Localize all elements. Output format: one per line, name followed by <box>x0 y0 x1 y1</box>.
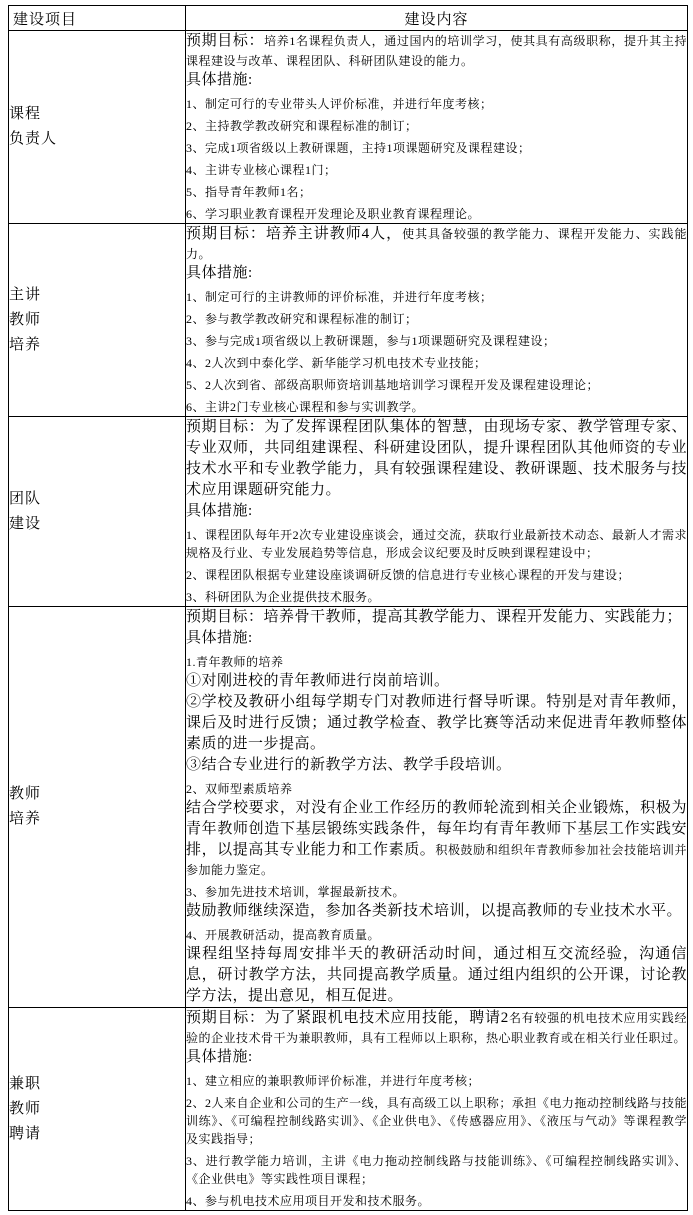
project-name-line: 培养 <box>9 336 42 353</box>
content-paragraph <box>186 628 687 649</box>
text-run-large: 鼓励教师继续深造，参加各类新技术培训，以提高教师的专业技术水平。 <box>186 903 683 919</box>
content-paragraph <box>186 205 687 223</box>
content-paragraph <box>186 224 687 263</box>
text-run-large: 预期目标：培养骨干教师，提高其教学能力、课程开发能力、实践能力； <box>186 609 683 625</box>
project-name-cell <box>9 1008 186 1211</box>
content-paragraph <box>186 1008 687 1047</box>
table-row <box>9 1008 688 1211</box>
text-run-small: 3、参与完成1项省级以上教研课题，参与1项课题研究及课程建设； <box>186 334 556 348</box>
table-row <box>9 417 688 607</box>
text-run-small: 培养1名课程负责人，通过国内的培训学习，使其具有高级职称，提升其主持课程建设与改革、课程团队、科研团队建设的能力。 <box>186 34 687 68</box>
project-name-cell <box>9 224 186 417</box>
content-paragraph <box>186 332 687 350</box>
content-paragraph <box>186 117 687 135</box>
table-header-row <box>9 6 688 31</box>
project-name-line: 课程 <box>9 106 42 122</box>
project-name-line: 负责人 <box>9 131 58 147</box>
text-run-large: ③结合专业进行的新教学方法、教学手段培训。 <box>186 757 512 773</box>
content-cell <box>186 607 688 1008</box>
content-paragraph <box>186 883 687 901</box>
text-run-small: 2、课程团队根据专业建设座谈调研反馈的信息进行专业核心课程的开发与建设； <box>186 568 631 582</box>
text-run-large: 课程组坚持每周安排半天的教研活动时间，通过相互交流经验，沟通信息，研讨教学方法，共同提高教学质量。通过组内组织的公开课，讨论教学方法，提出意见，相互促进。 <box>186 946 687 1004</box>
text-run-large: 具体措施: <box>186 72 253 88</box>
content-paragraph <box>186 671 687 692</box>
column-header-project: 建设项目 <box>9 6 186 31</box>
content-paragraph <box>186 501 687 522</box>
text-run-small: 1、制定可行的专业带头人评价标准，并进行年度考核； <box>186 97 493 111</box>
text-run-small: 6、主讲2门专业核心课程和参与实训教学。 <box>186 400 425 414</box>
project-name-line: 教师 <box>9 311 42 328</box>
text-run-small: 2、双师型素质培养 <box>186 782 293 796</box>
content-cell <box>186 1008 688 1211</box>
content-paragraph <box>186 526 687 562</box>
content-paragraph <box>186 139 687 157</box>
content-paragraph <box>186 31 687 70</box>
text-run-small: 3、进行教学能力培训，主讲《电力拖动控制线路与技能训练》、《可编程控制线路实训》、《企业供电》等实践性项目课程； <box>186 1154 687 1186</box>
content-paragraph <box>186 161 687 179</box>
text-run-small: 4、2人次到中泰化学、新华能学习机电技术专业技能； <box>186 356 487 370</box>
content-cell <box>186 31 688 224</box>
content-paragraph <box>186 417 687 501</box>
content-paragraph <box>186 1072 687 1090</box>
text-run-large: 结合学校要求，对没有企业工作经历的教师轮流到相关企业锻炼，积极为青年教师创造下基层锻练实践条件，每年均有青年教师下基层工作实践安排，以提高其专业能力和工作素质。 <box>186 800 687 858</box>
text-run-small: 2、2人来自企业和公司的生产一线，具有高级工以上职称；承担《电力拖动控制线路与技能训练》、《可编程控制线路实训》、《企业供电》、《传感器应用》、《液压与气动》等课程教学及实践指导； <box>186 1096 687 1146</box>
project-name-cell <box>9 417 186 607</box>
project-name-cell <box>9 31 186 224</box>
text-run-small: 6、学习职业教育课程开发理论及职业教育课程理论。 <box>186 207 481 221</box>
text-run-small: 3、科研团队为企业提供技术服务。 <box>186 590 381 604</box>
construction-plan-table <box>8 5 688 1211</box>
content-paragraph <box>186 588 687 606</box>
text-run-small: 4、开展教研活动，提高教育质量。 <box>186 928 381 942</box>
project-name-line: 团队 <box>9 490 42 507</box>
text-run-large: 预期目标： <box>186 33 265 49</box>
content-paragraph <box>186 798 687 879</box>
content-paragraph <box>186 263 687 284</box>
text-run-large: 具体措施: <box>186 630 253 646</box>
text-run-small: 使其具备较强的教学能力、课程开发能力、实践能力。 <box>186 227 687 261</box>
text-run-large: ①对刚进校的青年教师进行岗前培训。 <box>186 673 450 689</box>
content-paragraph <box>186 1192 687 1210</box>
content-paragraph <box>186 398 687 416</box>
text-run-large: 具体措施: <box>186 503 253 519</box>
table-row <box>9 607 688 1008</box>
project-name-cell <box>9 607 186 1008</box>
text-run-large: 具体措施: <box>186 265 253 281</box>
content-paragraph <box>186 310 687 328</box>
text-run-small: 3、完成1项省级以上教研课题，主持1项课题研究及课程建设； <box>186 141 531 155</box>
table-body <box>9 31 688 1211</box>
text-run-small: 4、主讲专业核心课程1门； <box>186 163 337 177</box>
column-header-content: 建设内容 <box>186 6 688 31</box>
text-run-small: 5、指导青年教师1名； <box>186 185 312 199</box>
text-run-large: ②学校及教研小组每学期专门对教师进行督导听课。特别是对青年教师，课后及时进行反馈；通过教学检查、教学比赛等活动来促进青年教师整体素质的进一步提高。 <box>186 694 687 752</box>
content-paragraph <box>186 901 687 922</box>
text-run-small: 2、参与教学教改研究和课程标准的制订； <box>186 312 418 326</box>
text-run-small: 名有较强的机电技术应用实践经验的企业技术骨干为兼职教师，具有工程师以上职称，热心职业教育或在相关行业任职过。 <box>186 1011 687 1045</box>
content-paragraph <box>186 183 687 201</box>
project-name-line: 建设 <box>9 515 42 532</box>
content-paragraph <box>186 653 687 671</box>
text-run-large: 具体措施: <box>186 1049 253 1065</box>
table-row <box>9 224 688 417</box>
content-paragraph <box>186 288 687 306</box>
content-paragraph <box>186 1152 687 1188</box>
content-paragraph <box>186 607 687 628</box>
text-run-small: 4、参与机电技术应用项目开发和技术服务。 <box>186 1194 431 1208</box>
text-run-small: 1.青年教师的培养 <box>186 655 284 669</box>
text-run-small: 1、建立相应的兼职教师评价标准，并进行年度考核； <box>186 1074 481 1088</box>
content-cell <box>186 224 688 417</box>
content-paragraph <box>186 95 687 113</box>
text-run-small: 3、参加先进技术培训，掌握最新技术。 <box>186 885 406 899</box>
text-run-small: 1、课程团队每年开2次专业建设座谈会，通过交流，获取行业最新技术动态、最新人才需求规格及行业、专业发展趋势等信息，形成会议纪要及时反映到课程建设中； <box>186 528 687 560</box>
content-paragraph <box>186 566 687 584</box>
project-name-line: 聘请 <box>9 1125 42 1142</box>
content-paragraph <box>186 944 687 1007</box>
content-paragraph <box>186 692 687 755</box>
table-row <box>9 31 688 224</box>
project-name-line: 教师 <box>9 786 42 802</box>
content-paragraph <box>186 1047 687 1068</box>
content-paragraph <box>186 780 687 798</box>
text-run-large: 预期目标：培养主讲教师4人， <box>186 226 403 242</box>
project-name-line: 主讲 <box>9 286 42 303</box>
content-paragraph <box>186 755 687 776</box>
text-run-small: 5、2人次到省、部级高职师资培训基地培训学习课程开发及课程建设理论； <box>186 378 600 392</box>
text-run-small: 积极鼓励和组织年青教师参加社会技能培训并参加能力鉴定。 <box>186 843 687 877</box>
text-run-large: 预期目标：为了紧跟机电技术应用技能，聘请2 <box>186 1010 509 1026</box>
project-name-line: 教师 <box>9 1100 42 1117</box>
project-name-line: 培养 <box>9 811 42 827</box>
content-paragraph <box>186 376 687 394</box>
text-run-small: 1、制定可行的主讲教师的评价标准，并进行年度考核； <box>186 290 493 304</box>
content-cell <box>186 417 688 607</box>
content-paragraph <box>186 354 687 372</box>
content-paragraph <box>186 926 687 944</box>
project-name-line: 兼职 <box>9 1075 42 1092</box>
text-run-small: 2、主持教学教改研究和课程标准的制订； <box>186 119 418 133</box>
content-paragraph <box>186 1094 687 1148</box>
text-run-large: 预期目标：为了发挥课程团队集体的智慧，由现场专家、教学管理专家、专业双师，共同组建课程、科研建设团队，提升课程团队其他师资的专业技术水平和专业教学能力，具有较强课程建设、教研课题、技术服务与技术应用课题研究能力。 <box>186 419 687 498</box>
content-paragraph <box>186 70 687 91</box>
